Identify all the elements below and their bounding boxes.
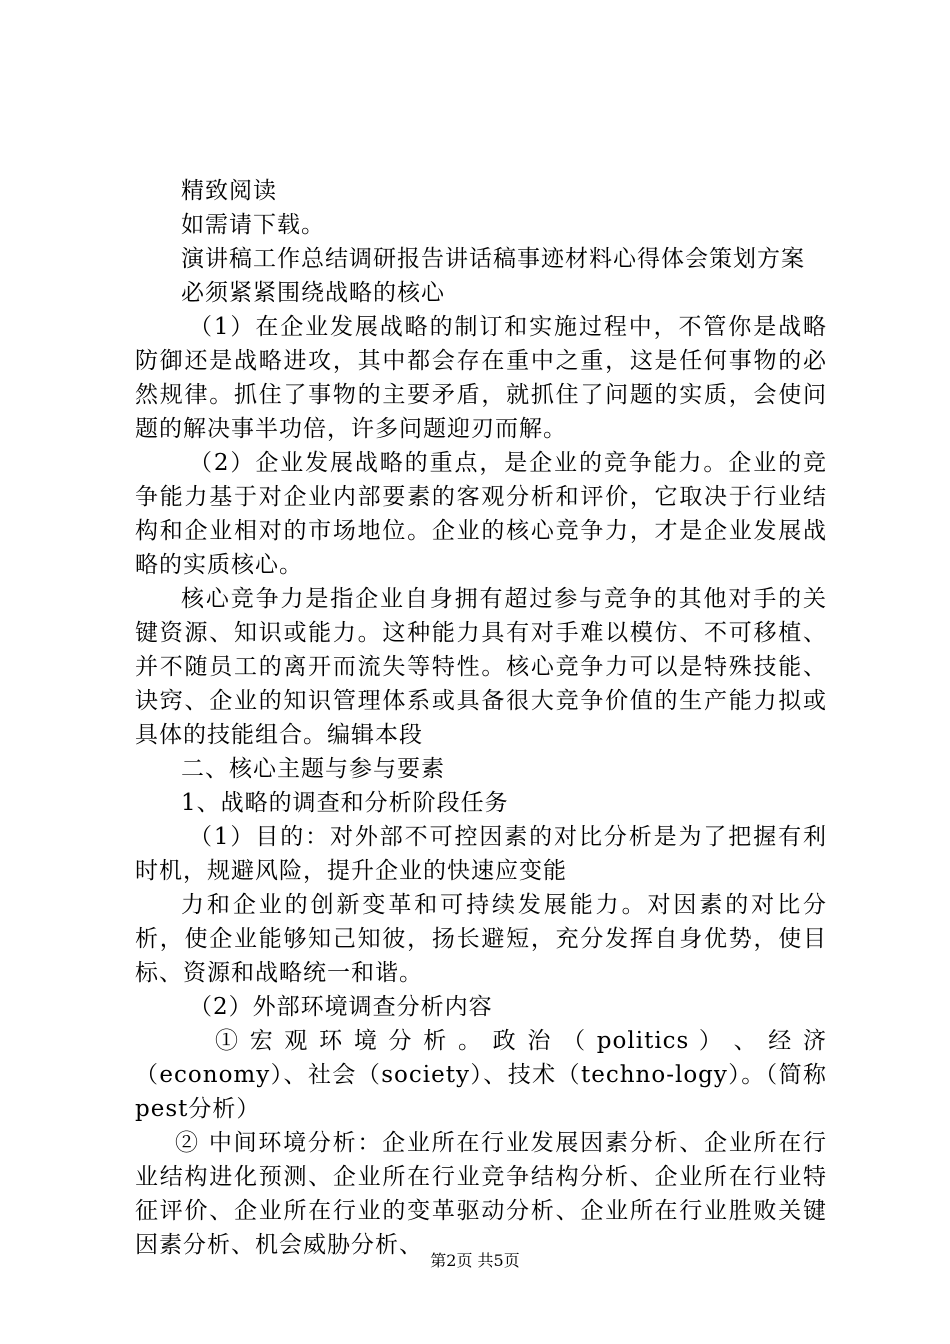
- paragraph: 力和企业的创新变革和可持续发展能力。对因素的对比分析，使企业能够知己知彼，扬长避短，充分发挥自身优势，使目标、资源和战略统一和谐。: [135, 892, 827, 986]
- page-footer: 第2页 共5页: [430, 1251, 520, 1270]
- section-heading: 二、核心主题与参与要素: [181, 756, 445, 782]
- document-body: [135, 174, 827, 1262]
- paragraph: （1）在企业发展战略的制订和实施过程中，不管你是战略防御还是战略进攻，其中都会存在重中之重，这是任何事物的必然规律。抓住了事物的主要矛盾，就抓住了问题的实质，会使问题的解决事半功倍，许多问题迎刃而解。: [135, 314, 827, 442]
- paragraph: （2）企业发展战略的重点，是企业的竞争能力。企业的竞争能力基于对企业内部要素的客观分析和评价，它取决于行业结构和企业相对的市场地位。企业的核心竞争力，才是企业发展战略的实质核心。: [135, 450, 827, 578]
- paragraph: （1）目的：对外部不可控因素的对比分析是为了把握有利时机，规避风险，提升企业的快速应变能: [135, 824, 827, 884]
- subsection-heading: 1、战略的调查和分析阶段任务: [181, 790, 509, 816]
- subsection-heading: （2）外部环境调查分析内容: [189, 994, 493, 1020]
- header-line: 精致阅读: [181, 178, 277, 204]
- paragraph: ① 宏 观 环 境 分 析 。 政 治 （ politics ） 、 经 济（economy）、社会（society）、技术（techno-logy）。（简称pest分析）: [135, 1028, 827, 1122]
- paragraph: 核心竞争力是指企业自身拥有超过参与竞争的其他对手的关键资源、知识或能力。这种能力具有对手难以模仿、不可移植、并不随员工的离开而流失等特性。核心竞争力可以是特殊技能、诀窍、企业的知识管理体系或具备很大竞争价值的生产能力拟或具体的技能组合。编辑本段: [135, 586, 827, 748]
- header-line: 如需请下载。: [181, 212, 325, 238]
- paragraph: ② 中间环境分析：企业所在行业发展因素分析、企业所在行业结构进化预测、企业所在行业竞争结构分析、企业所在行业特征评价、企业所在行业的变革驱动分析、企业所在行业胜败关键因素分析、机会威胁分析、: [135, 1130, 827, 1258]
- header-line: 演讲稿工作总结调研报告讲话稿事迹材料心得体会策划方案: [181, 246, 805, 272]
- paragraph: 必须紧紧围绕战略的核心: [181, 280, 445, 306]
